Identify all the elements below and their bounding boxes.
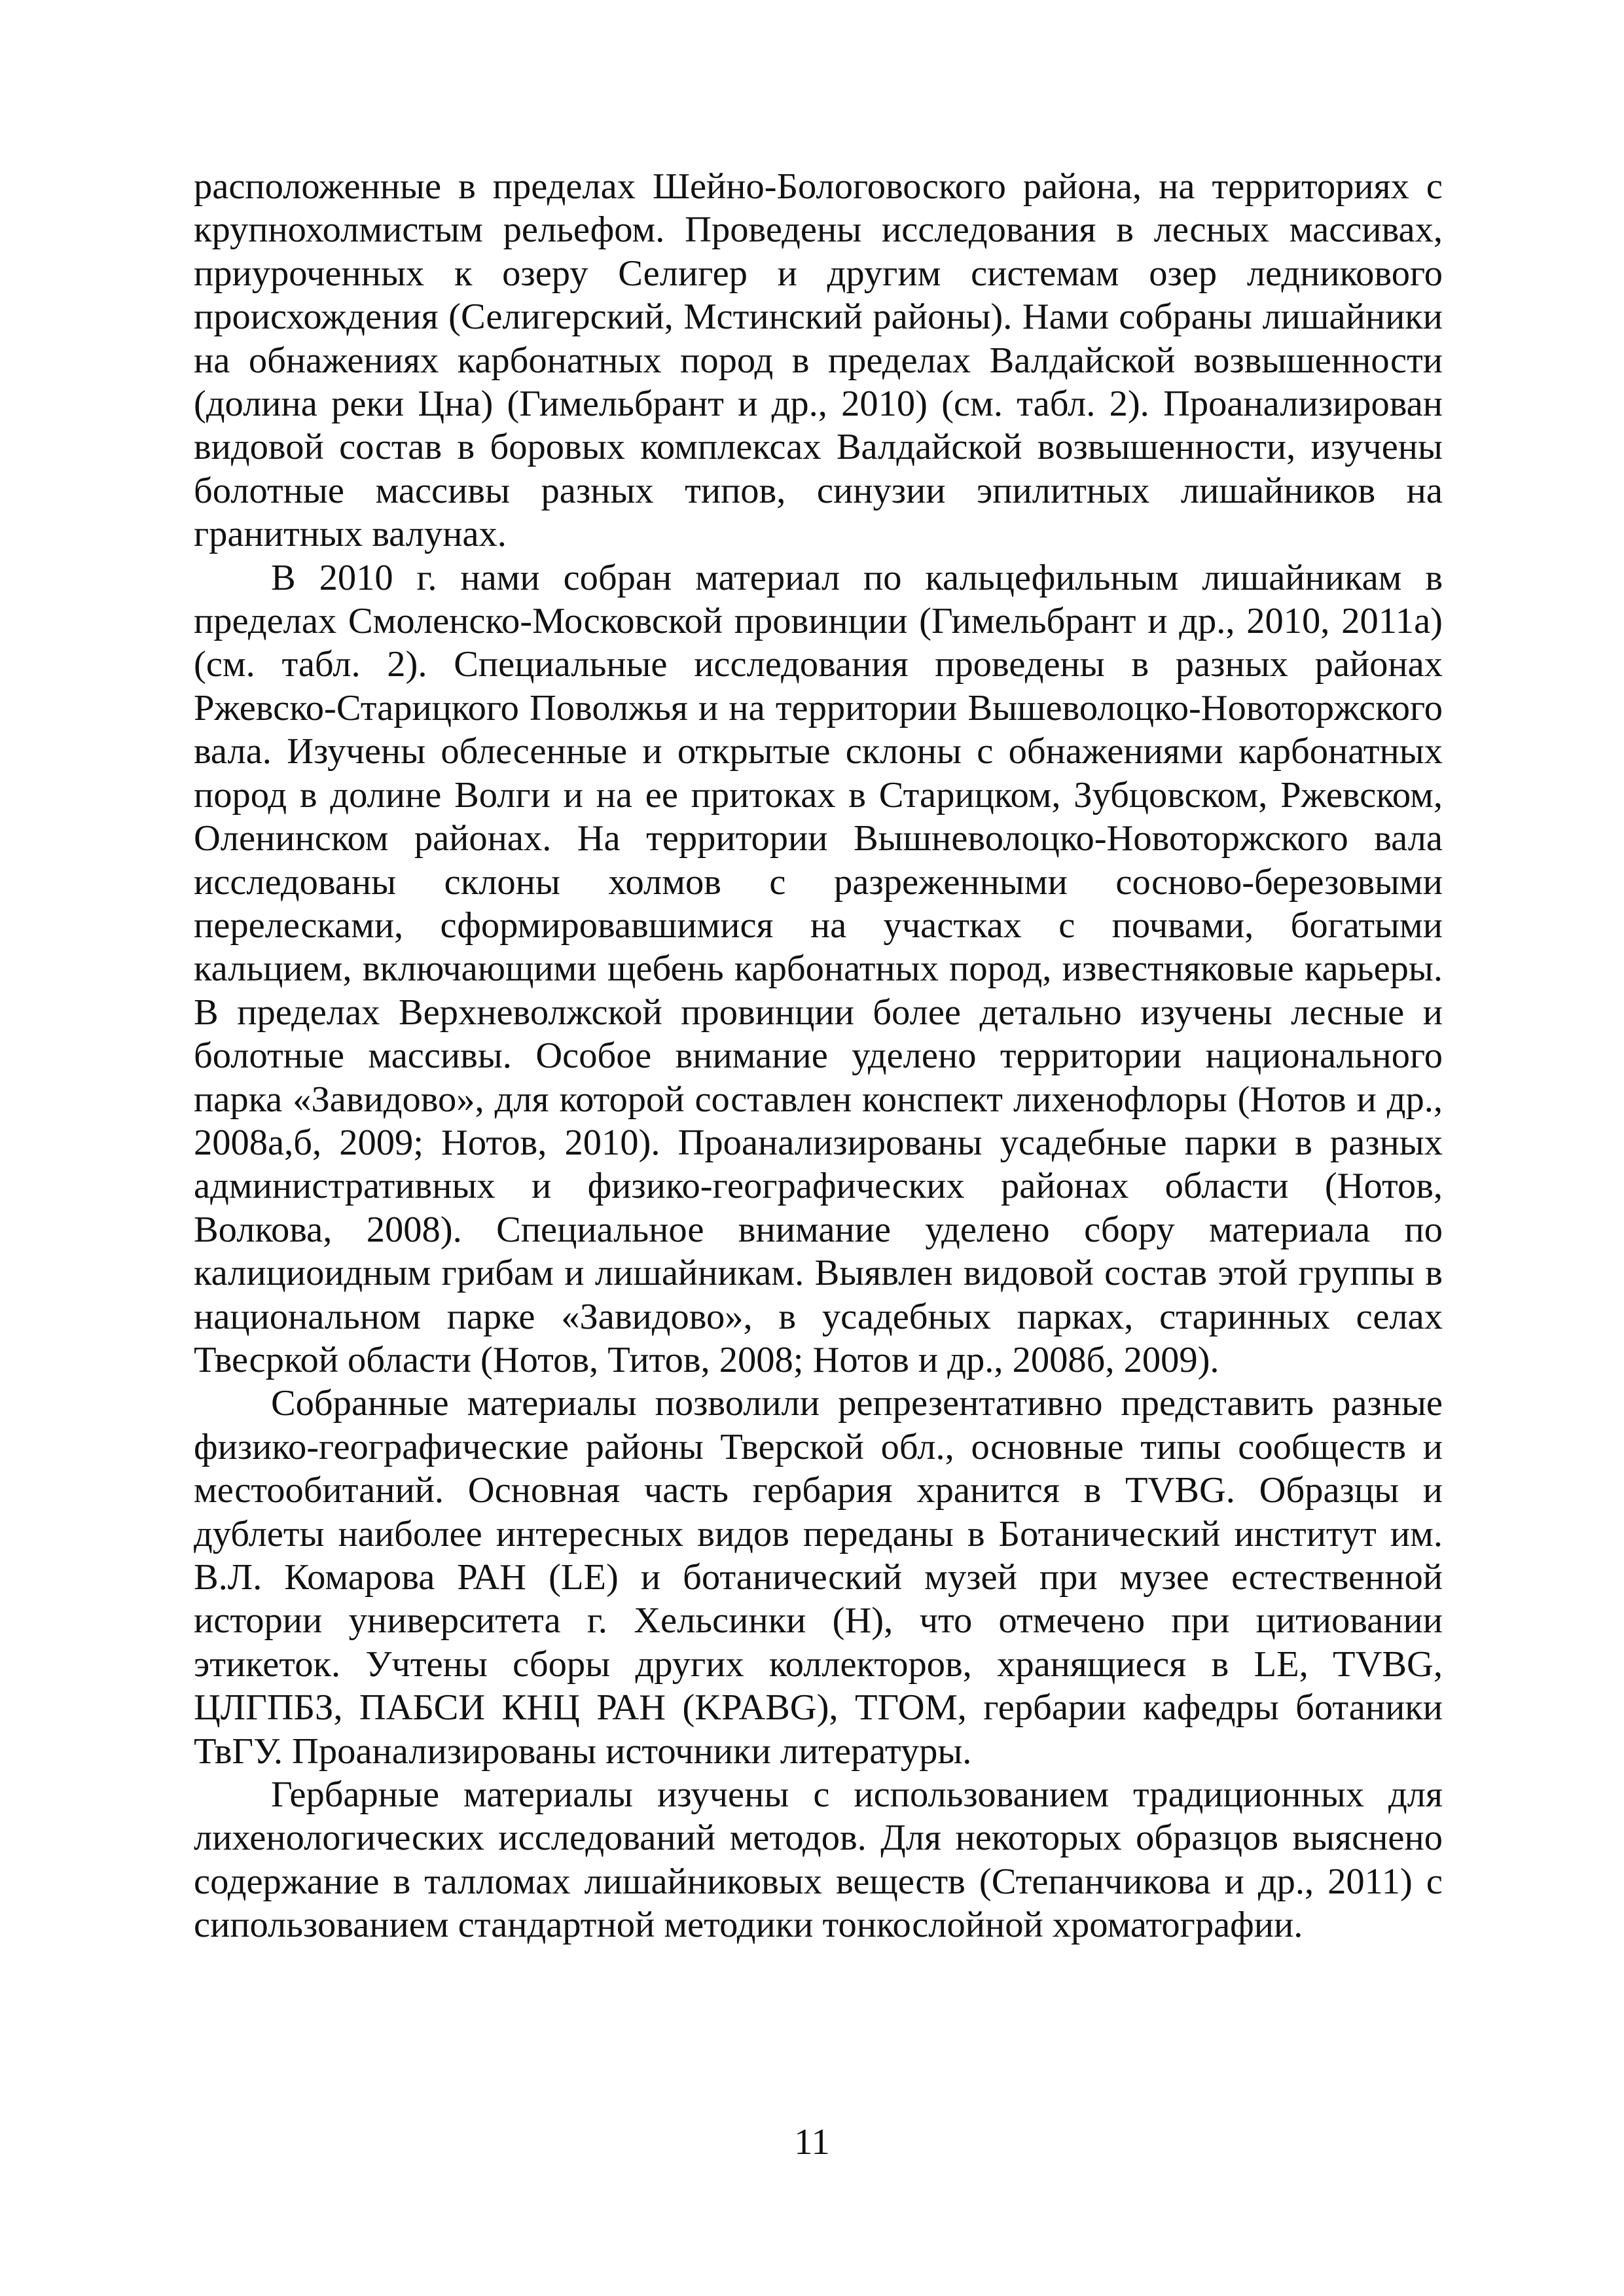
body-text: [194, 165, 1443, 1947]
paragraph-1: расположенные в пределах Шейно-Бологовоского района, на территориях с крупнохолмистым рельефом. Проведены исследования в лесных массивах, приуроченных к озеру Селигер и другим системам озер ледникового происхождения (Селигерский, Мстинский районы). Нами собраны лишайники на обнажениях карбонатных пород в пределах Валдайской возвышенности (долина реки Цна) (Гимельбрант и др., 2010) (см. табл. 2). Проанализирован видовой состав в боровых комплексах Валдайской возвышенности, изучены болотные массивы разных типов, синузии эпилитных лишайников на гранитных валунах.: [194, 166, 1443, 555]
paragraph-4: Гербарные материалы изучены с использованием традиционных для лихенологических исследований методов. Для некоторых образцов выяснено содержание в талломах лишайниковых веществ (Степанчикова и др., 2011) с сипользованием стандартной методики тонкослойной хроматографии.: [194, 1774, 1443, 1946]
paragraph-3: Собранные материалы позволили репрезентативно представить разные физико-географические районы Тверской обл., основные типы сообществ и местообитаний. Основная часть гербария хранится в TVBG. Образцы и дублеты наиболее интересных видов переданы в Ботанический институт им. В.Л. Комарова РАН (LE) и ботанический музей при музее естественной истории университета г. Хельсинки (H), что отмечено при цитиовании этикеток. Учтены сборы других коллекторов, хранящиеся в LE, TVBG, ЦЛГПБЗ, ПАБСИ КНЦ РАН (KPABG), ТГОМ, гербарии кафедры ботаники ТвГУ. Проанализированы источники литературы.: [194, 1383, 1443, 1772]
page-number: 11: [794, 2122, 830, 2162]
paragraph-2: В 2010 г. нами собран материал по кальцефильным лишайникам в пределах Смоленско-Московской провинции (Гимельбрант и др., 2010, 2011а) (см. табл. 2). Специальные исследования проведены в разных районах Ржевско-Старицкого Поволжья и на территории Вышеволоцко-Новоторжского вала. Изучены облесенные и открытые склоны с обнажениями карбонатных пород в долине Волги и на ее притоках в Старицком, Зубцовском, Ржевском, Оленинском районах. На территории Вышневолоцко-Новоторжского вала исследованы склоны холмов с разреженными сосново-березовыми перелесками, сформировавшимися на участках с почвами, богатыми кальцием, включающими щебень карбонатных пород, известняковые карьеры. В пределах Верхневолжской провинции более детально изучены лесные и болотные массивы. Особое внимание уделено территории национального парка «Завидово», для которой составлен конспект лихенофлоры (Нотов и др., 2008а,б, 2009; Нотов, 2010). Проанализированы усадебные парки в разных административных и физико-географических районах области (Нотов, Волкова, 2008). Специальное внимание уделено сбору материала по калициоидным грибам и лишайникам. Выявлен видовой состав этой группы в национальном парке «Завидово», в усадебных парках, старинных селах Твесркой области (Нотов, Титов, 2008; Нотов и др., 2008б, 2009).: [194, 557, 1443, 1380]
